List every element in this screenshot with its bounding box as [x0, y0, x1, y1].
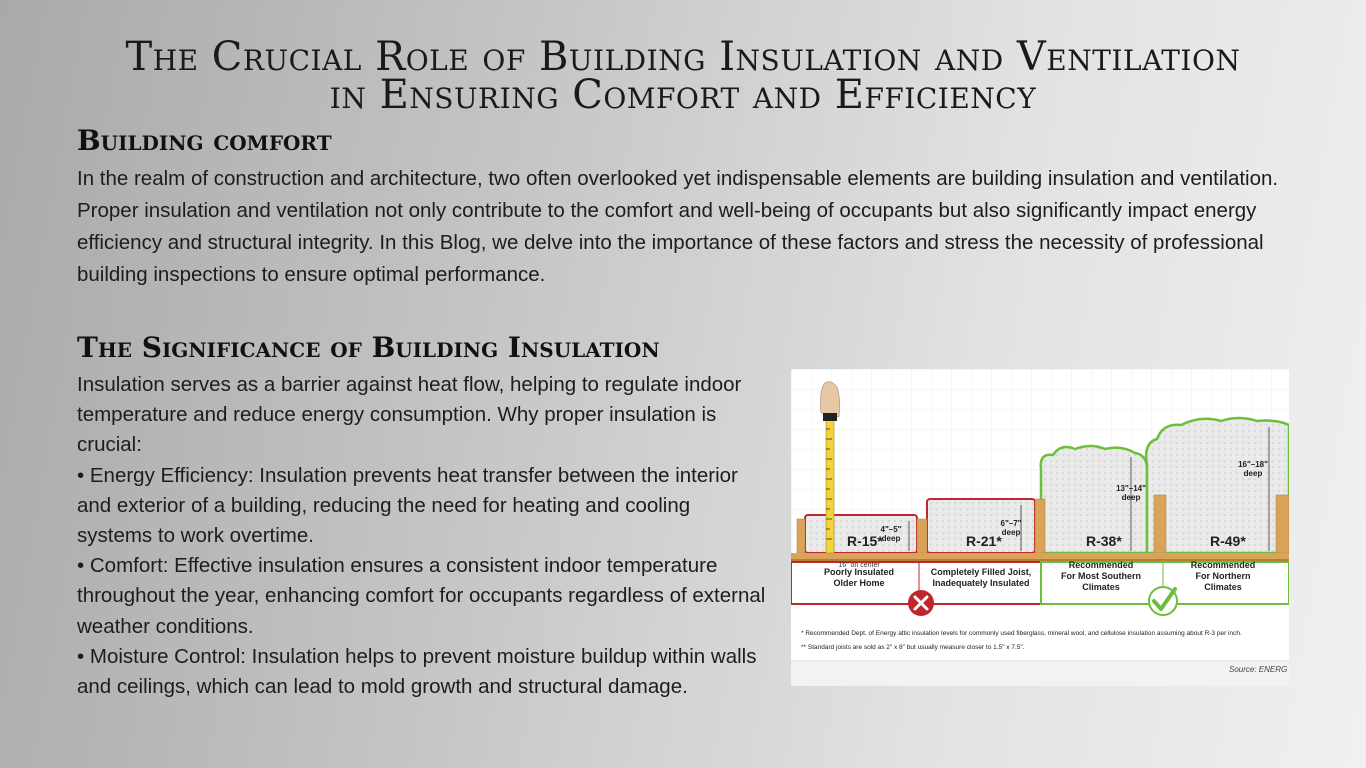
joist	[1035, 499, 1045, 553]
joist	[917, 519, 927, 553]
depth-label: deep	[881, 534, 901, 543]
section-body-building-comfort: In the realm of construction and architecture, two often overlooked yet indispensable elements are building insulation and ventilation. Proper insulation and ventilation not only contribute to the comfort and well-being of occupants but also significantly impact energy efficiency and structural integrity. In this Blog, we delve into the importance of these factors and stress the necessity of professional building inspections to ensure optimal performance.	[77, 167, 1279, 286]
section-body-insulation	[77, 370, 767, 702]
footnote: ** Standard joists are sold as 2" x 8" but usually measure closer to 1.5" x 7.5".	[801, 644, 1025, 651]
caption: For Northern	[1195, 571, 1251, 581]
caption: Climates	[1082, 582, 1120, 592]
title-line-1: The Crucial Role of Building Insulation and Ventilation	[125, 34, 1241, 80]
title-line-2: in Ensuring Comfort and Efficiency	[329, 72, 1037, 118]
joist	[1154, 495, 1166, 553]
depth-label: 13"–14"	[1116, 484, 1146, 493]
section-heading-insulation: The Significance of Building Insulation	[77, 331, 660, 364]
x-mark-icon	[908, 590, 934, 616]
caption: Inadequately Insulated	[932, 578, 1030, 588]
section-heading-building-comfort: Building comfort	[77, 124, 332, 157]
r-value-label: R-38*	[1086, 533, 1122, 549]
caption: Poorly Insulated	[823, 567, 895, 577]
joist	[797, 519, 805, 553]
footnote: * Recommended Dept. of Energy attic insulation levels for commonly used fiberglass, mineral wool, and cellulose insulation assuming about R-3 per inch.	[801, 630, 1242, 637]
insulation-intro: Insulation serves as a barrier against heat flow, helping to regulate indoor temperature and reduce energy consumption. Why proper insulation is crucial:	[77, 373, 742, 457]
r-value-label: R-15*	[847, 533, 883, 549]
bullet-moisture-control: • Moisture Control: Insulation helps to prevent moisture buildup within walls and ceilings, which can lead to mold growth and structural damage.	[77, 644, 757, 699]
r-value-label: R-49*	[1210, 533, 1246, 549]
joist	[1276, 495, 1289, 553]
insulation-levels-figure	[791, 369, 1289, 686]
depth-label: 4"–5"	[880, 525, 902, 534]
r-value-label: R-21*	[966, 533, 1002, 549]
caption: Recommended	[1190, 560, 1256, 570]
ceiling-board	[791, 553, 1289, 559]
on-center-label: 16" on center	[838, 562, 880, 569]
depth-label: 6"–7"	[1000, 519, 1022, 528]
caption: Climates	[1204, 582, 1242, 592]
check-mark-icon	[1149, 587, 1177, 615]
depth-label: deep	[1243, 469, 1263, 478]
page-title	[60, 34, 1306, 118]
bullet-energy-efficiency: • Energy Efficiency: Insulation prevents heat transfer between the interior and exterior of a building, reducing the need for heating and cooling systems to work overtime.	[77, 463, 738, 548]
depth-label: deep	[1001, 528, 1021, 537]
depth-label: deep	[1121, 493, 1141, 502]
caption: Recommended	[1068, 560, 1134, 570]
caption: For Most Southern	[1061, 571, 1141, 581]
source-label: Source: ENERG	[1229, 665, 1288, 674]
depth-label: 16"–18"	[1238, 460, 1268, 469]
caption: Completely Filled Joist,	[930, 567, 1032, 577]
caption: Older Home	[833, 578, 885, 588]
bullet-comfort: • Comfort: Effective insulation ensures a consistent indoor temperature throughout the year, enhancing comfort for occupants regardless of external weather conditions.	[77, 554, 766, 638]
